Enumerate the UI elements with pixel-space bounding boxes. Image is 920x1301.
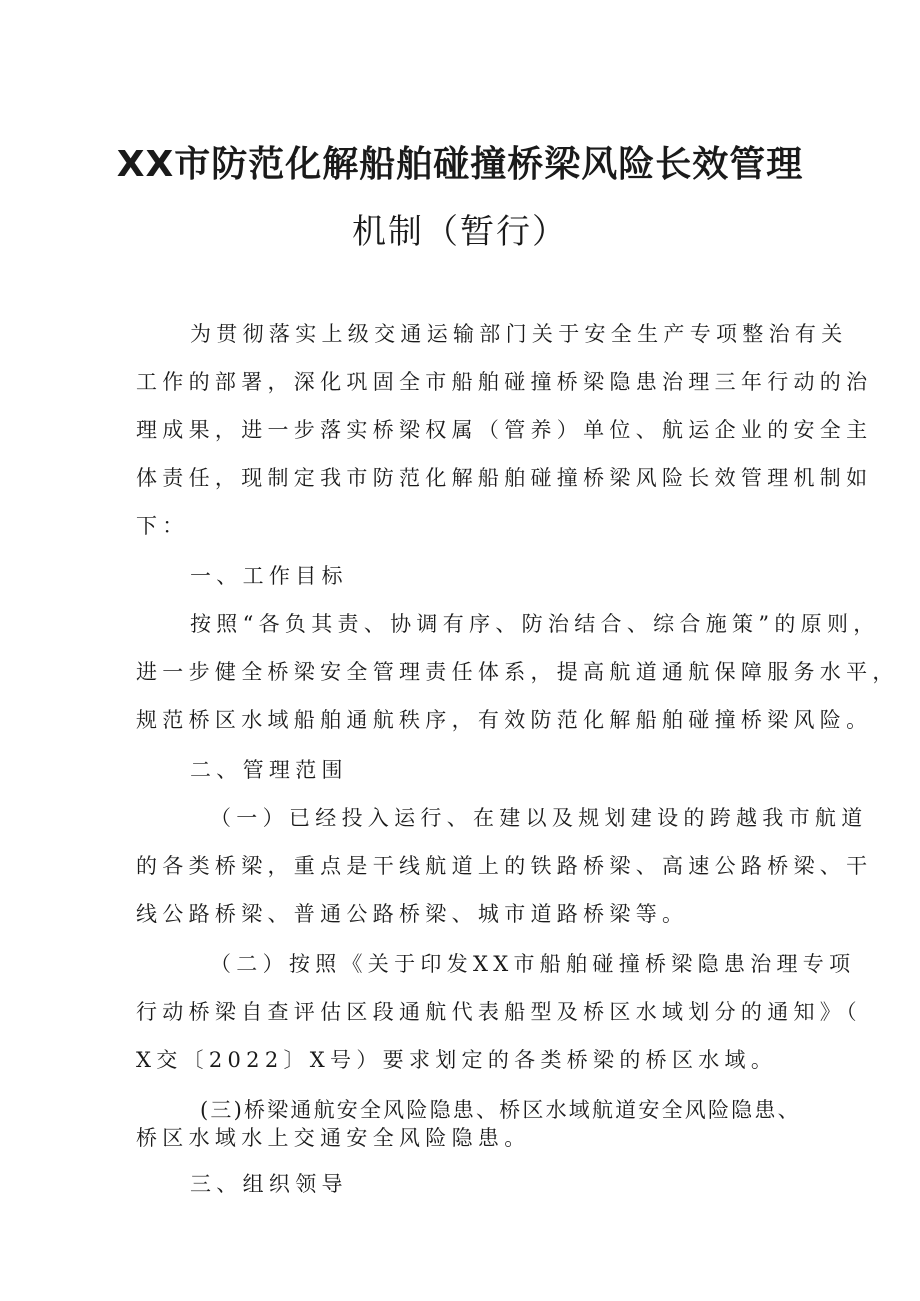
paragraph-scope1-line-1: （一）已经投入运行、在建以及规划建设的跨越我市航道 <box>210 806 868 830</box>
section-heading-goals: 一、工作目标 <box>190 564 348 588</box>
paragraph-scope3-line-2: 桥区水域水上交通安全风险隐患。 <box>136 1126 531 1150</box>
document-title-line-2: 机制（暂行） <box>352 212 568 252</box>
paragraph-intro-line-2: 工作的部署，深化巩固全市船舶碰撞桥梁隐患治理三年行动的治 <box>136 370 873 394</box>
paragraph-scope2-line-1: （二）按照《关于印发XX市船舶碰撞桥梁隐患治理专项 <box>210 952 856 976</box>
paragraph-intro-line-4: 体责任，现制定我市防范化解船舶碰撞桥梁风险长效管理机制如 <box>136 466 873 490</box>
paragraph-scope2-line-2: 行动桥梁自查评估区段通航代表船型及桥区水域划分的通知》（ <box>136 1000 862 1024</box>
section-heading-leadership: 三、组织领导 <box>190 1172 348 1196</box>
paragraph-goals-line-2: 进一步健全桥梁安全管理责任体系，提高航道通航保障服务水平， <box>136 660 899 684</box>
document-title-line-1: XX市防范化解船舶碰撞桥梁风险长效管理 <box>116 144 804 185</box>
paragraph-intro-line-1: 为贯彻落实上级交通运输部门关于安全生产专项整治有关 <box>190 322 848 346</box>
paragraph-scope2-line-3: X交〔2022〕X号）要求划定的各类桥梁的桥区水域。 <box>136 1048 778 1072</box>
paragraph-scope3-line-1: (三)桥梁通航安全风险隐患、桥区水域航道安全风险隐患、 <box>200 1098 801 1122</box>
paragraph-scope1-line-3: 线公路桥梁、普通公路桥梁、城市道路桥梁等。 <box>136 902 689 926</box>
paragraph-goals-line-3: 规范桥区水域船舶通航秩序，有效防范化解船舶碰撞桥梁风险。 <box>136 708 873 732</box>
paragraph-goals-line-1: 按照“各负其责、协调有序、防治结合、综合施策”的原则， <box>190 612 880 636</box>
paragraph-scope1-line-2: 的各类桥梁，重点是干线航道上的铁路桥梁、高速公路桥梁、干 <box>136 854 873 878</box>
section-heading-scope: 二、管理范围 <box>190 758 348 782</box>
paragraph-intro-line-3: 理成果，进一步落实桥梁权属（管养）单位、航运企业的安全主 <box>136 418 873 442</box>
paragraph-intro-line-5: 下： <box>136 514 189 538</box>
